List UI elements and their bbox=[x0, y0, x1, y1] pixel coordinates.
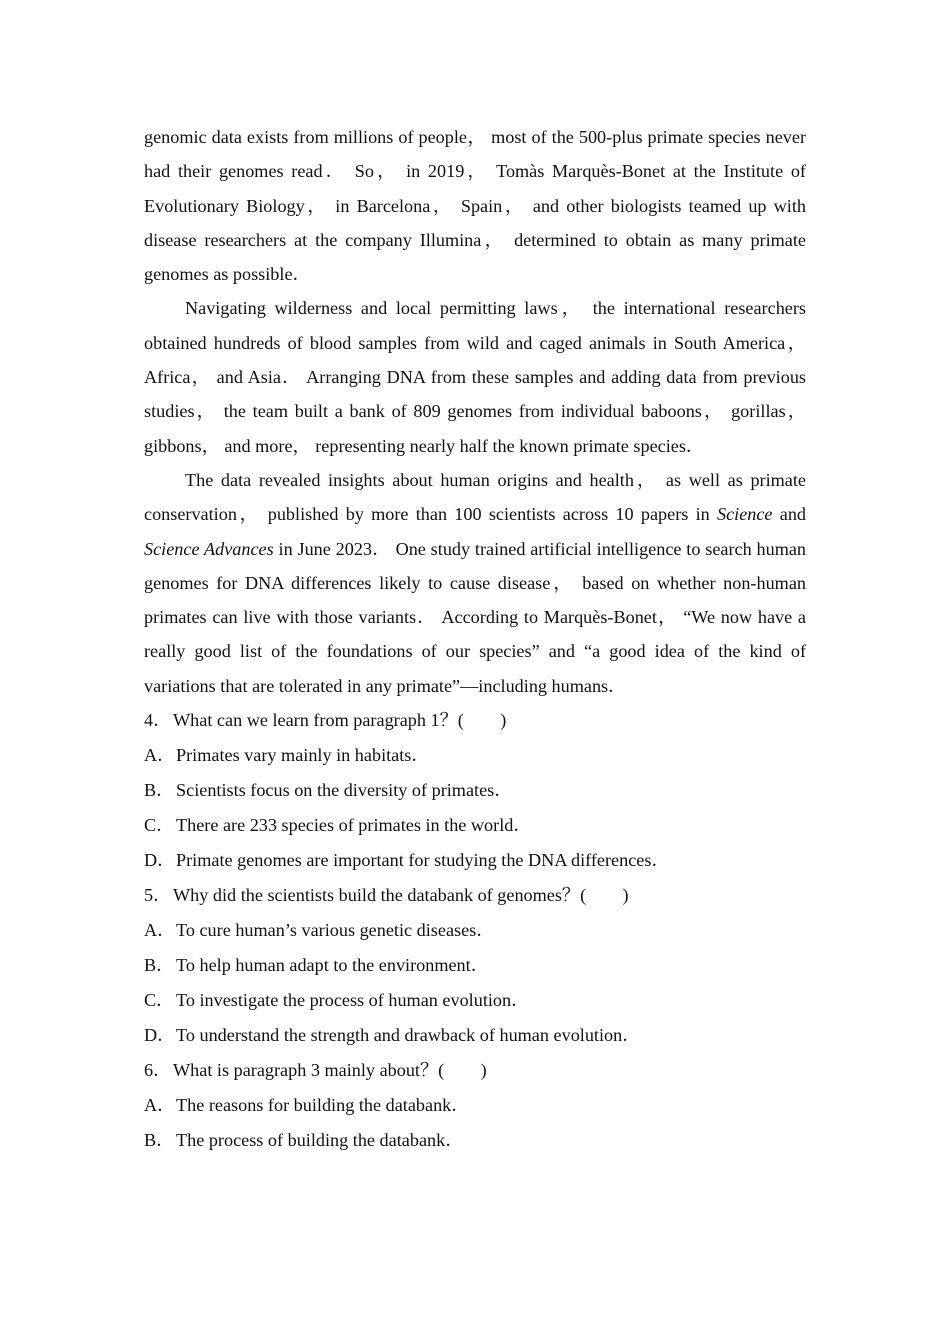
passage-paragraph-3 bbox=[144, 463, 806, 703]
option-letter: A． bbox=[144, 920, 176, 941]
question-stem bbox=[144, 1053, 806, 1088]
option-text: The reasons for building the databank． bbox=[176, 1095, 470, 1116]
answer-blank: ) bbox=[463, 710, 507, 731]
option-b bbox=[144, 1123, 806, 1158]
option-text: The process of building the databank． bbox=[176, 1130, 464, 1151]
option-letter: C． bbox=[144, 815, 175, 836]
question-number: 5． bbox=[144, 885, 172, 906]
option-letter: D． bbox=[144, 850, 176, 871]
document-page bbox=[144, 120, 806, 1158]
option-letter: B． bbox=[144, 955, 175, 976]
passage-paragraph-1: genomic data exists from millions of people， most of the 500-plus primate species never had their genomes read． So， in 2019， Tomàs Marquès-Bonet at the Institute of Evolutionary Biology， in Barcelona， Spain， and other biologists teamed up with disease researchers at the company Illumina， determined to obtain as many primate genomes as possible． bbox=[144, 127, 806, 285]
option-text: Scientists focus on the diversity of primates． bbox=[176, 780, 513, 801]
option-d bbox=[144, 1018, 806, 1053]
option-letter: C． bbox=[144, 990, 175, 1011]
option-d bbox=[144, 843, 806, 878]
question-4 bbox=[144, 703, 806, 878]
question-5 bbox=[144, 878, 806, 1053]
option-text: To understand the strength and drawback of human evolution． bbox=[176, 1025, 641, 1046]
option-text: To cure human’s various genetic diseases． bbox=[176, 920, 495, 941]
option-text: Primate genomes are important for studying the DNA differences． bbox=[176, 850, 670, 871]
option-text: To help human adapt to the environment． bbox=[176, 955, 489, 976]
option-c bbox=[144, 983, 806, 1018]
answer-blank: ) bbox=[444, 1060, 487, 1081]
option-letter: B． bbox=[144, 780, 175, 801]
option-c bbox=[144, 808, 806, 843]
paragraph-3-text-between: and bbox=[772, 504, 807, 525]
option-b bbox=[144, 773, 806, 808]
journal-name-science: Science bbox=[716, 504, 773, 525]
option-b bbox=[144, 948, 806, 983]
answer-blank: ) bbox=[586, 885, 629, 906]
question-text: Why did the scientists build the databank of genomes？( bbox=[173, 885, 587, 906]
option-a bbox=[144, 738, 806, 773]
option-a bbox=[144, 913, 806, 948]
option-text: There are 233 species of primates in the world． bbox=[176, 815, 532, 836]
option-text: Primates vary mainly in habitats． bbox=[176, 745, 430, 766]
passage-paragraph-2: Navigating wilderness and local permitting laws， the international researchers obtained hundreds of blood samples from wild and caged animals in South America， Africa， and Asia． Arranging DNA from these samples and adding data from previous studies， the team built a bank of 809 genomes from individual baboons， gorillas， gibbons， and more， representing nearly half the known primate species． bbox=[144, 298, 806, 456]
question-stem bbox=[144, 878, 806, 913]
question-number: 4． bbox=[144, 710, 172, 731]
option-letter: D． bbox=[144, 1025, 176, 1046]
option-text: To investigate the process of human evolution． bbox=[176, 990, 530, 1011]
option-letter: A． bbox=[144, 1095, 176, 1116]
paragraph-3-text-end: in June 2023． One study trained artificial intelligence to search human genomes for DNA differences likely to cause disease， based on whether non-human primates can live with those variants． According to Marquès-Bonet， “We now have a really good list of the foundations of our species” and “a good idea of the kind of variations that are tolerated in any primate”—including humans． bbox=[144, 538, 807, 696]
paragraph-3-text-start: The data revealed insights about human origins and health， as well as primate conservation， published by more than 100 scientists across 10 papers in bbox=[144, 469, 806, 525]
question-stem bbox=[144, 703, 806, 738]
question-6 bbox=[144, 1053, 806, 1158]
option-letter: B． bbox=[144, 1130, 175, 1151]
question-text: What is paragraph 3 mainly about？( bbox=[173, 1060, 445, 1081]
question-text: What can we learn from paragraph 1？( bbox=[173, 710, 464, 731]
question-number: 6． bbox=[144, 1060, 172, 1081]
journal-name-science-advances: Science Advances bbox=[144, 538, 274, 559]
option-a bbox=[144, 1088, 806, 1123]
option-letter: A． bbox=[144, 745, 176, 766]
